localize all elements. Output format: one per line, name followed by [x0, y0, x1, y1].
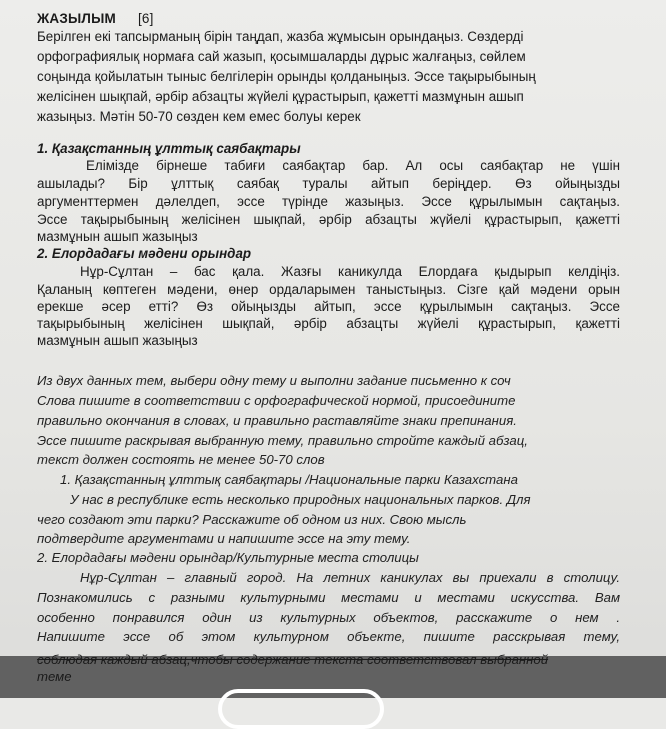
kz-topic-1-line: аргументтермен дәлелдеп, эссе түрінде жазыңыз. Эссе құрылымын сақтаңыз.: [37, 194, 620, 209]
score-badge: [6]: [137, 11, 154, 26]
ru-instr-line: Слова пишите в соответствии с орфографической нормой, присоедините: [37, 393, 516, 408]
ru-topic-1-line: чего создают эти парки? Расскажите об одном из них. Свою мысль: [37, 512, 467, 527]
kz-topic-2-heading: 2. Елордадағы мәдени орындар: [37, 246, 252, 261]
ru-topic-2-heading: 2. Елордадағы мәдени орындар/Культурные места столицы: [37, 550, 419, 565]
kz-topic-2-line: мазмұнын ашып жазыңыз: [37, 333, 198, 348]
kz-instr-line: желісінен шықпай, әрбір абзацты жүйелі құрастырып, қажетті мазмұнын ашып: [37, 89, 524, 104]
kz-topic-1-line: Эссе тақырыбының желісінен шықпай, әрбір абзацты жүйелі құрастырып, қажетті: [37, 212, 620, 227]
kz-topic-1-line: ашылады? Бір ұлттық саябақ туралы айтып беріңдер. Өз ойыңызды: [37, 176, 620, 191]
kz-topic-2-line: тақырыбының желісінен шықпай, әрбір абзацты жүйелі құрастырып, қажетті: [37, 316, 620, 331]
ru-instr-line: Эссе пишите раскрывая выбранную тему, правильно стройте каждый абзац,: [37, 433, 528, 448]
ru-topic-2-line: особенно понравился один из культурных объектов, расскажите о нем .: [37, 610, 620, 625]
ru-instr-line: правильно окончания в словах, и правильно раставляйте знаки препинания.: [37, 413, 517, 428]
kz-topic-1-line: мазмұнын ашып жазыңыз: [37, 229, 198, 244]
ru-instr-line: Из двух данных тем, выбери одну тему и выполни задание письменно к соч: [37, 373, 511, 388]
ru-topic-2-line: теме: [37, 669, 72, 684]
ru-instr-line: текст должен состоять не менее 50-70 слов: [37, 452, 325, 467]
kz-instr-line: орфографиялық нормаға сай жазып, қосымшаларды дұрыс жалғаңыз, сөйлем: [37, 49, 526, 64]
kz-topic-1-line: Елімізде бірнеше табиғи саябақтар бар. Ал осы саябақтар не үшін: [86, 158, 620, 173]
kz-instr-line: соңында қойылатын тыныс белгілерін орынды қолданыңыз. Эссе тақырыбының: [37, 69, 536, 84]
kz-topic-1-heading: 1. Қазақстанның ұлттық саябақтары: [37, 141, 301, 156]
kz-topic-2-line: Нұр-Сұлтан – бас қала. Жазғы каникулда Елордаға қыдырып келдіңіз.: [80, 264, 620, 279]
ru-topic-2-line: Нұр-Сұлтан – главный город. На летних каникулах вы приехали в столицу.: [80, 570, 620, 585]
kz-instr-line: жазыңыз. Мәтін 50-70 сөзден кем емес болуы керек: [37, 109, 361, 124]
ru-topic-2-line: Напишите эссе об этом культурном объекте, пишите расскрывая тему,: [37, 629, 620, 644]
kz-instr-line: Берілген екі тапсырманың бірін таңдап, жазба жұмысын орындаңыз. Сөздерді: [37, 29, 524, 44]
ru-topic-1-line: подтвердите аргументами и напишите эссе на эту тему.: [37, 531, 411, 546]
ru-topic-2-line: Познакомились с разными культурными местами и местами искусства. Вам: [37, 590, 620, 605]
ru-topic-1-heading: 1. Қазақстанның ұлттық саябақтары /Национальные парки Казахстана: [60, 472, 518, 487]
kz-topic-2-line: ерекше әсер етті? Өз ойыңызды айтып, эссе құрылымын сақтаңыз. Эссе: [37, 299, 620, 314]
ru-topic-1-line: У нас в республике есть несколько природных национальных парков. Для: [70, 492, 531, 507]
kz-topic-2-line: Қаланың көптеген мәдени, өнер ордаларымен таныстыңыз. Сізге қай мәдени орын: [37, 282, 620, 297]
section-title: [37, 10, 154, 27]
ru-topic-2-line: соблюдая каждый абзац,чтобы содержание текста соответствовал выбранной: [37, 652, 549, 667]
bottom-pill-button[interactable]: [218, 689, 384, 729]
title-text: ЖАЗЫЛЫМ: [37, 11, 116, 26]
